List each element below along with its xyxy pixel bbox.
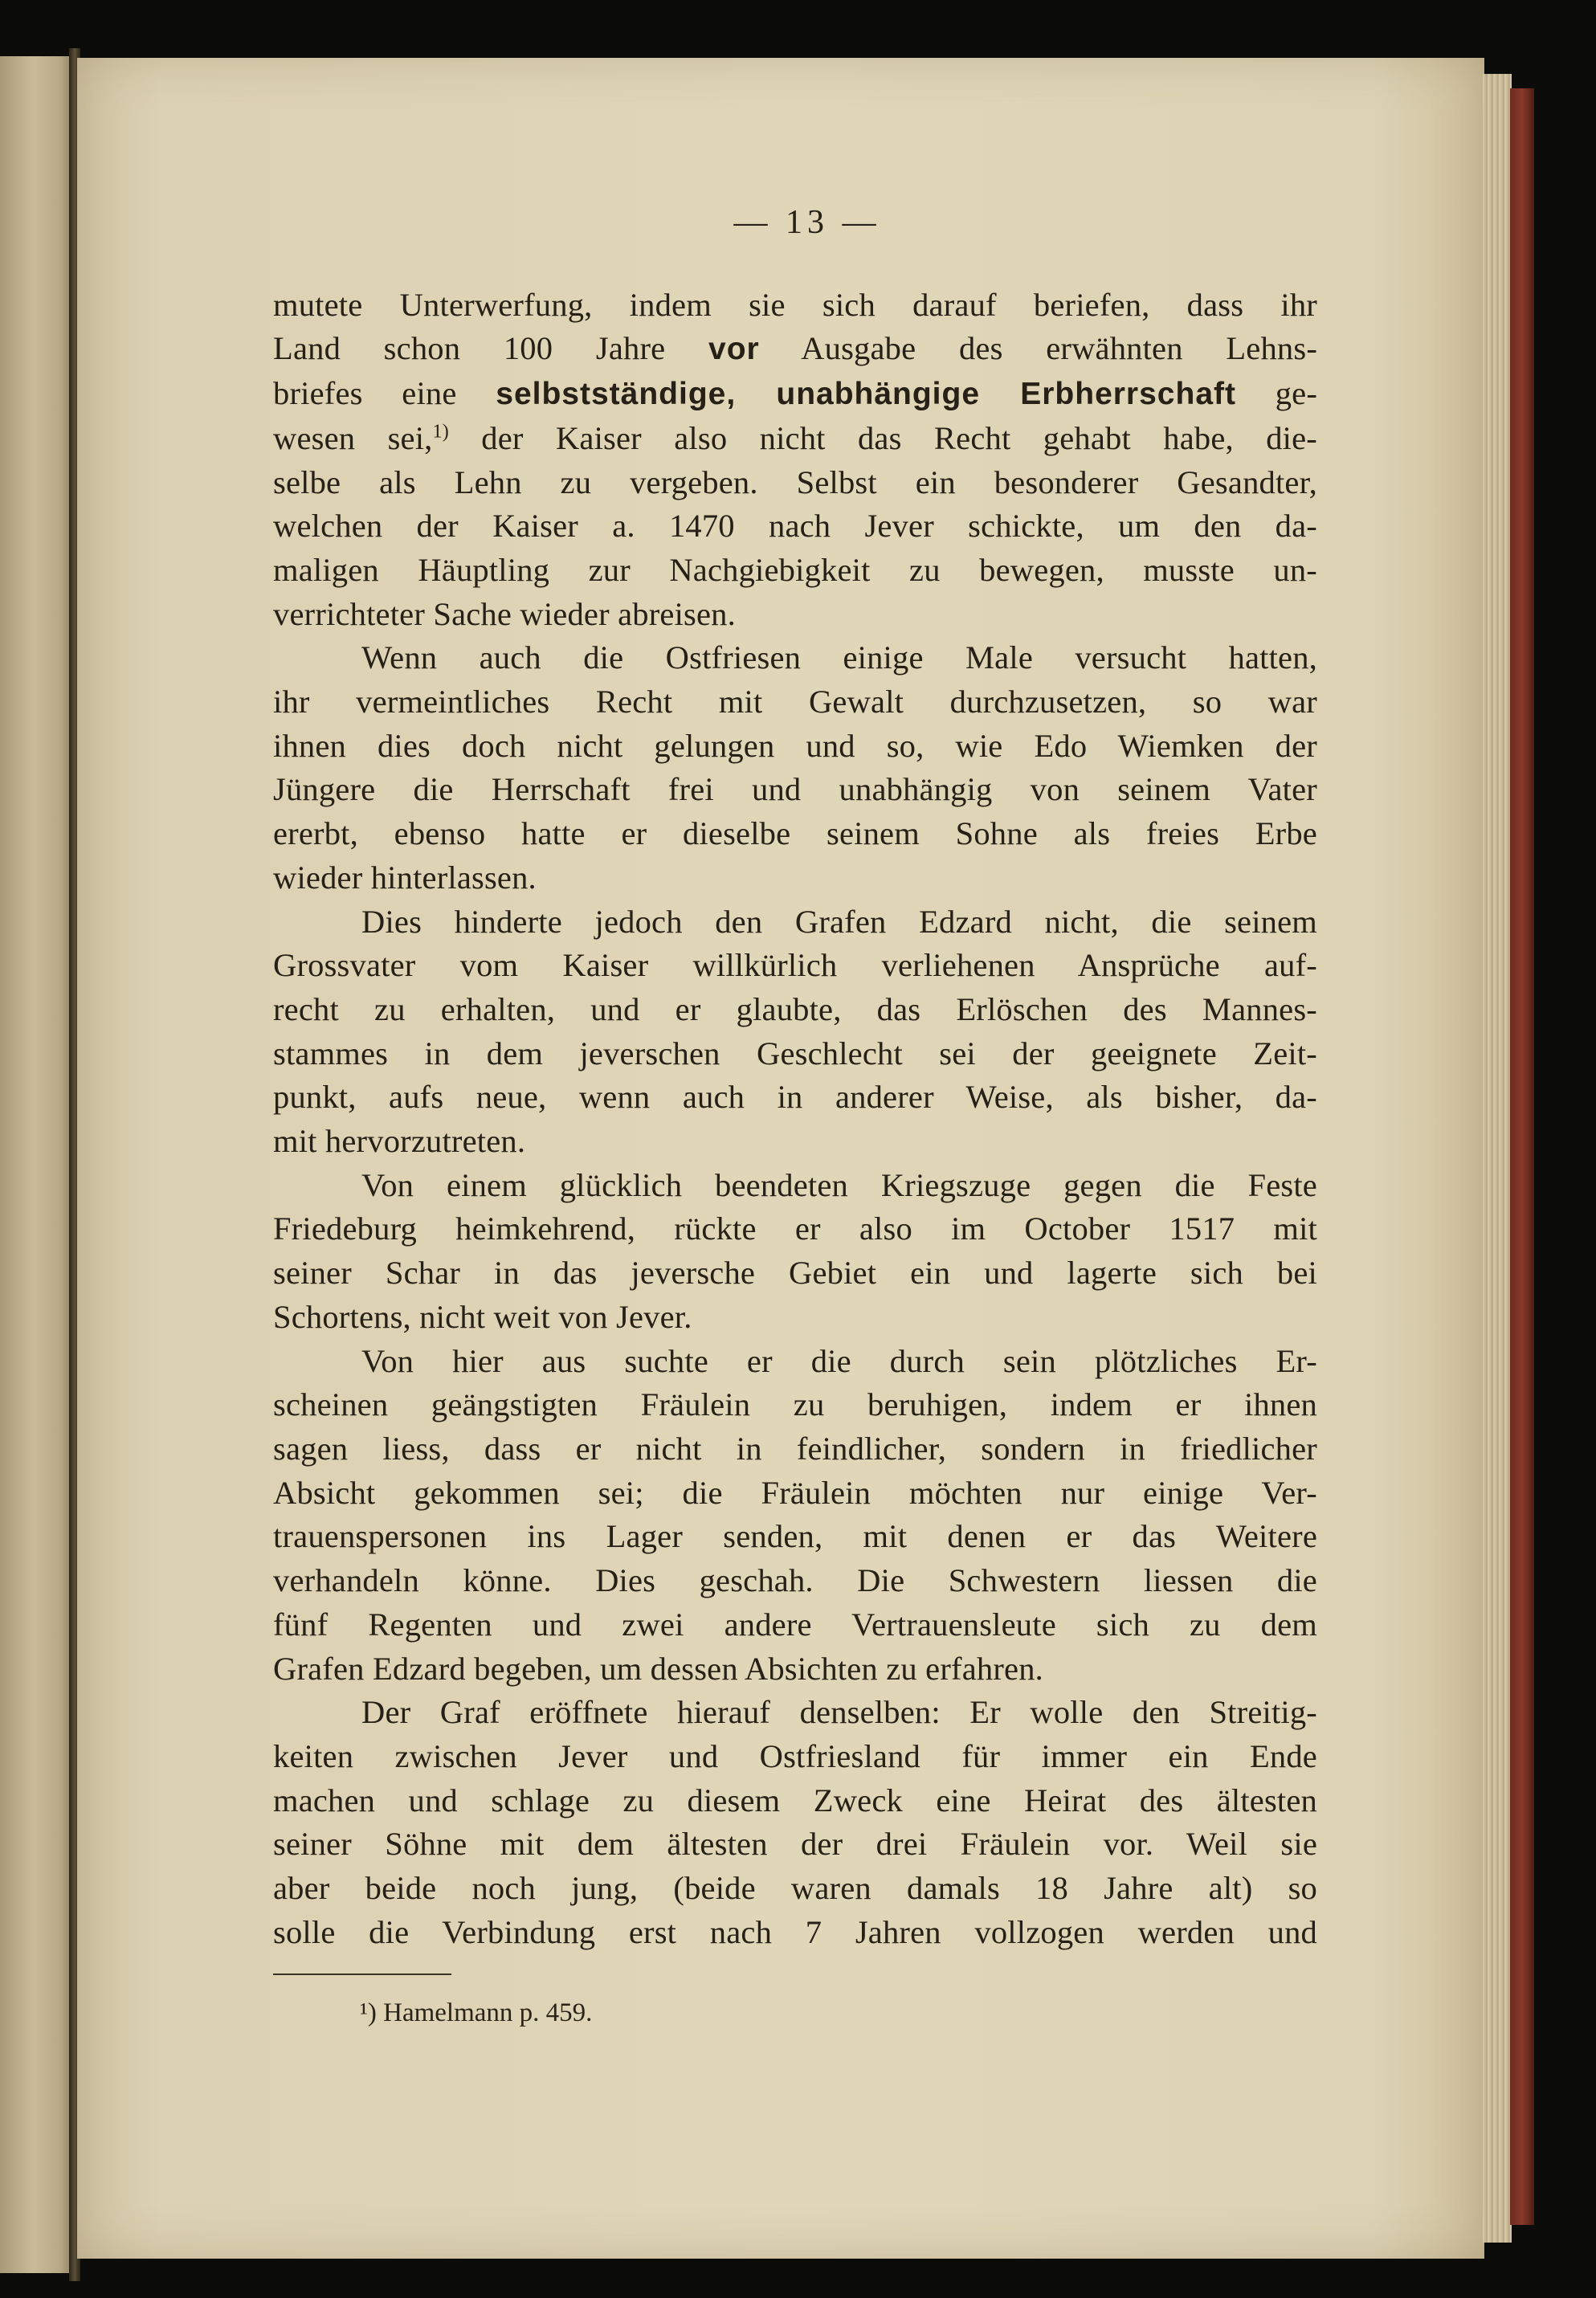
footnote-mark: 1) [432,421,449,443]
text-line [273,417,1317,461]
text-line: seiner Söhne mit dem ältesten der drei Fräulein vor. Weil sie [273,1826,1317,1863]
text-fragment: briefes eine [273,375,457,412]
text-line: Schortens, nicht weit von Jever. [273,1298,692,1335]
emphasis-vor: vor [708,332,760,367]
paragraph-4 [273,1164,1317,1340]
text-line: recht zu erhalten, und er glaubte, das Erlöschen des Mannes- [273,990,1317,1027]
text-line: punkt, aufs neue, wenn auch in anderer Weise, als bisher, da- [273,1079,1317,1116]
text-line: selbe als Lehn zu vergeben. Selbst ein besonderer Gesandter, [273,463,1317,500]
text-line: wieder hinterlassen. [273,859,537,896]
page-text [273,201,1317,1954]
paragraph-3 [273,900,1317,1164]
text-line: keiten zwischen Jever und Ostfriesland für immer ein Ende [273,1737,1317,1774]
text-line: solle die Verbindung erst nach 7 Jahren vollzogen werden und [273,1913,1317,1950]
paragraph-6 [273,1691,1317,1954]
text-line: ererbt, ebenso hatte er dieselbe seinem Sohne als freies Erbe [273,815,1317,852]
text-line [273,372,1317,417]
page-number: — 13 — [733,204,881,241]
text-fragment: wesen sei, [273,419,433,456]
text-fragment: ge- [1275,375,1318,412]
text-line: Jüngere die Herrschaft frei und unabhängig von seinem Vater [273,771,1317,808]
text-line: machen und schlage zu diesem Zweck eine Heirat des ältesten [273,1782,1317,1818]
text-line: Friedeburg heimkehrend, rückte er also im October 1517 mit [273,1210,1317,1247]
page-stack-edges [1483,74,1512,2243]
text-line: Absicht gekommen sei; die Fräulein möchten nur einige Ver- [273,1474,1317,1511]
emphasis-erbherrschaft: selbstständige, unabhängige Erbherrschaft [496,377,1236,412]
text-line: mit hervorzutreten. [273,1123,526,1160]
text-line [273,327,1317,372]
text-line: scheinen geängstigten Fräulein zu beruhigen, indem er ihnen [273,1386,1317,1423]
text-line: ihnen dies doch nicht gelungen und so, wie Edo Wiemken der [273,727,1317,764]
text-line: welchen der Kaiser a. 1470 nach Jever schickte, um den da- [273,508,1317,545]
text-line: maligen Häuptling zur Nachgiebigkeit zu bewegen, musste un- [273,551,1317,588]
text-line: stammes in dem jeverschen Geschlecht sei der geeignete Zeit- [273,1035,1317,1071]
text-line: verrichteter Sache wieder abreisen. [273,595,736,632]
text-line: mutete Unterwerfung, indem sie sich darauf beriefen, dass ihr [273,286,1317,323]
text-line: aber beide noch jung, (beide waren damals 18 Jahre alt) so [273,1870,1317,1907]
text-line: Dies hinderte jedoch den Grafen Edzard nicht, die seinem [361,903,1317,940]
text-line: verhandeln könne. Dies geschah. Die Schwestern liessen die [273,1562,1317,1599]
text-line: Grossvater vom Kaiser willkürlich verliehenen Ansprüche auf- [273,947,1317,984]
footnote: ¹) Hamelmann p. 459. [360,1998,593,2027]
facing-page-edge [0,56,74,2273]
text-fragment: Land schon 100 Jahre [273,330,666,367]
paragraph-1 [273,284,1317,637]
text-line: Von einem glücklich beendeten Kriegszuge gegen die Feste [361,1166,1317,1203]
text-line: sagen liess, dass er nicht in feindlicher, sondern in friedlicher [273,1430,1317,1467]
text-line: Grafen Edzard begeben, um dessen Absichten zu erfahren. [273,1650,1043,1687]
text-line: ihr vermeintliches Recht mit Gewalt durchzusetzen, so war [273,684,1317,720]
text-fragment: Ausgabe des erwähnten Lehns- [801,330,1318,367]
text-line: seiner Schar in das jeversche Gebiet ein und lagerte sich bei [273,1255,1317,1292]
footnote-rule [273,1974,451,1975]
book-cover-edge [1510,88,1534,2225]
text-line: Von hier aus suchte er die durch sein plötzliches Er- [361,1342,1317,1379]
text-fragment: der Kaiser also nicht das Recht gehabt habe, die- [481,419,1317,456]
text-line: trauenspersonen ins Lager senden, mit denen er das Weitere [273,1518,1317,1555]
text-line: Wenn auch die Ostfriesen einige Male versucht hatten, [361,639,1317,676]
text-line: Der Graf eröffnete hierauf denselben: Er wolle den Streitig- [361,1694,1317,1731]
paragraph-2 [273,636,1317,900]
text-line: fünf Regenten und zwei andere Vertrauensleute sich zu dem [273,1606,1317,1643]
paragraph-5 [273,1340,1317,1692]
